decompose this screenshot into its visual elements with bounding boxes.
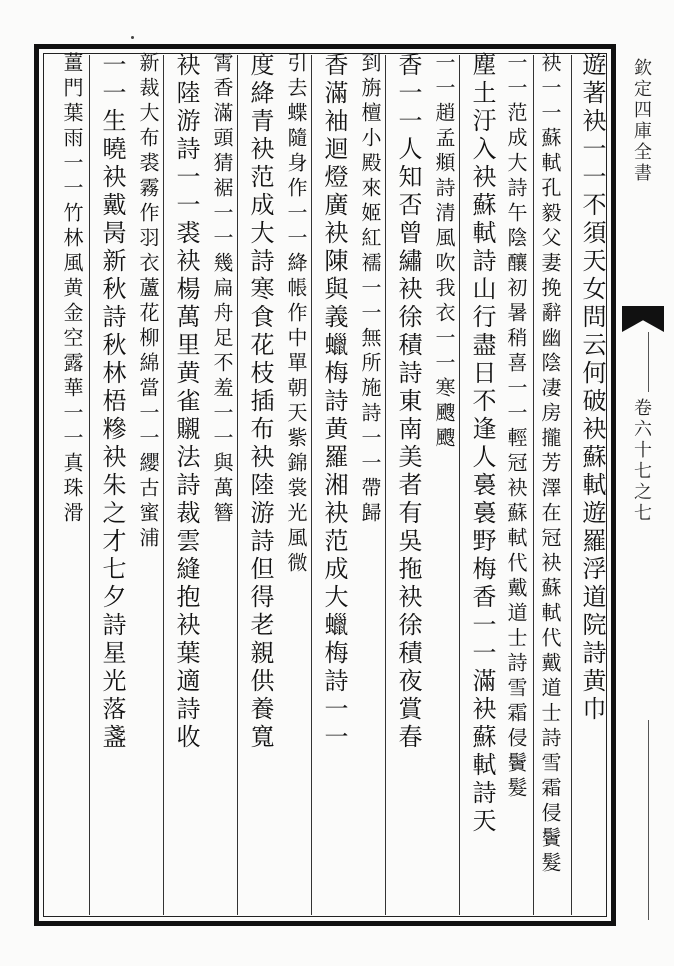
text-column-3: 一一范成大詩午陰釀初暑稍喜一一輕冠袂蘇軾代戴道士詩雪霜侵鬢髮 xyxy=(504,52,528,802)
text-column-14: 一一生曉袂戴昺新秋詩秋林梧糝袂朱之才七夕詩星光落盞 xyxy=(98,52,126,752)
ink-speck xyxy=(131,36,134,39)
text-column-6: 香一一人知否曾繡袂徐積詩東南美者有吳拖袂徐積夜賞春 xyxy=(394,52,422,752)
text-column-4: 塵土汙入袂蘇軾詩山行盡日不逢人裛裛野梅香一一滿袂蘇軾詩天 xyxy=(468,52,496,836)
margin-line xyxy=(648,332,649,392)
column-rule xyxy=(89,55,90,915)
text-column-12: 袂陸游詩一一裘袂楊萬里黄雀䞋法詩裁雲縫抱袂葉適詩收 xyxy=(172,52,200,752)
text-column-7: 到旃檀小殿來姬紅襦一一無所施詩一一帶歸 xyxy=(358,52,382,527)
fish-tail-mark xyxy=(622,306,664,332)
volume-label: 卷六十七之七 xyxy=(631,398,652,524)
margin-line xyxy=(648,720,649,920)
book-title: 欽定四庫全書 xyxy=(631,58,652,184)
text-column-15: 薑門葉雨一一竹林風黄金空露華一一真珠滑 xyxy=(60,52,84,527)
text-column-5: 一一趙孟頫詩清風吹我衣一一寒颼颼 xyxy=(432,52,456,452)
text-column-2: 袂一一蘇軾孔毅父妻挽辭幽陰凄房攏芳澤在冠袂蘇軾代戴道士詩雪霜侵鬢髮 xyxy=(538,52,562,877)
text-column-13: 新裁大布裘霧作羽衣蘆花柳綿當一一纓古蜜浦 xyxy=(136,52,160,552)
text-column-1: 遊著袂一一不須天女問云何破袂蘇軾遊羅浮道院詩黄巾 xyxy=(578,52,606,724)
text-column-10: 度絳青袂范成大詩寒食花枝插布袂陸游詩但得老親供養寬 xyxy=(246,52,274,752)
text-column-11: 霄香滿頭猜裾一一幾扁舟足不羞一一與萬簪 xyxy=(210,52,234,527)
text-column-8: 香滿袖迴燈廣袂陳與義蠟梅詩黄羅湘袂范成大蠟梅詩一一 xyxy=(320,52,348,752)
text-column-9: 引去蝶隨身作一一絳帳作中單朝天紫錦裳光風微 xyxy=(284,52,308,577)
